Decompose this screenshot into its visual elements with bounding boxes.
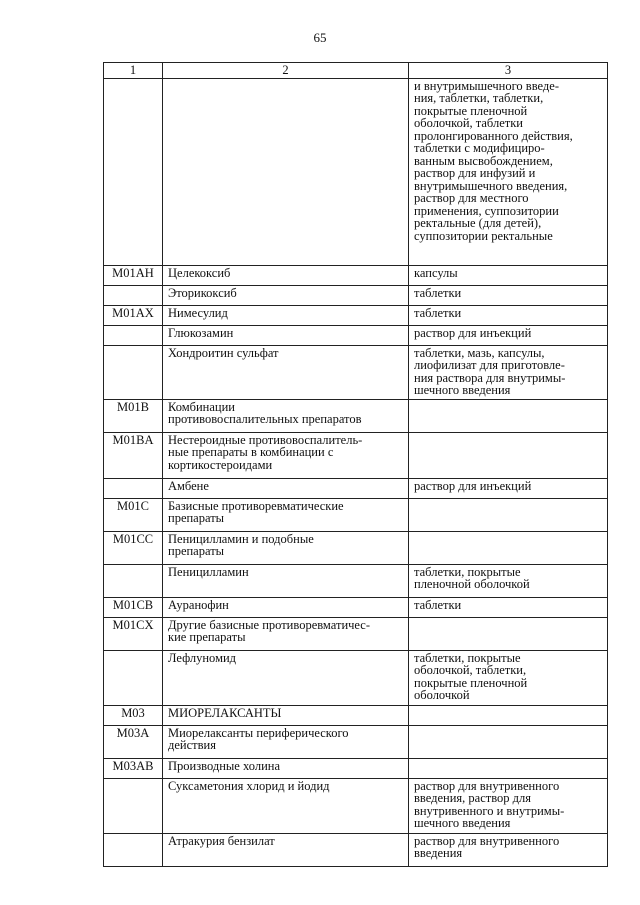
table-body xyxy=(104,78,608,866)
atc-code-cell: M03AB xyxy=(104,758,163,778)
atc-code-cell: M01B xyxy=(104,399,163,432)
dosage-form-cell: таблетки, мазь, капсулы, лиофилизат для приготовле- ния раствора для внутримы- шечного введения xyxy=(409,345,608,399)
dosage-form-cell: раствор для инъекций xyxy=(409,478,608,498)
atc-code-cell xyxy=(104,325,163,345)
atc-code-cell: M03 xyxy=(104,705,163,725)
atc-code-cell: M01C xyxy=(104,498,163,531)
atc-code-cell: M01BA xyxy=(104,432,163,478)
table-row xyxy=(104,650,608,705)
dosage-form-cell xyxy=(409,705,608,725)
column-header-1: 1 xyxy=(104,63,163,79)
drug-name-cell: Пеницилламин xyxy=(163,564,409,597)
atc-code-cell: M03A xyxy=(104,725,163,758)
atc-code-cell: M01AX xyxy=(104,305,163,325)
dosage-form-cell: таблетки xyxy=(409,305,608,325)
drug-name-cell: Базисные противоревматические препараты xyxy=(163,498,409,531)
table-row xyxy=(104,617,608,650)
dosage-form-cell xyxy=(409,617,608,650)
drug-name-cell: Нимесулид xyxy=(163,305,409,325)
atc-code-cell xyxy=(104,650,163,705)
table-row xyxy=(104,399,608,432)
drug-name-cell: Лефлуномид xyxy=(163,650,409,705)
page-number: 65 xyxy=(313,30,327,45)
table-row xyxy=(104,833,608,866)
dosage-form-cell: таблетки xyxy=(409,597,608,617)
table-row xyxy=(104,705,608,725)
table-row xyxy=(104,345,608,399)
column-header-3: 3 xyxy=(409,63,608,79)
drug-name-cell: Нестероидные противовоспалитель- ные препараты в комбинации с кортикостероидами xyxy=(163,432,409,478)
atc-code-cell: M01CB xyxy=(104,597,163,617)
dosage-form-cell: таблетки xyxy=(409,285,608,305)
atc-code-cell: M01AH xyxy=(104,265,163,285)
drug-name-cell: МИОРЕЛАКСАНТЫ xyxy=(163,705,409,725)
dosage-form-cell: раствор для внутривенного введения xyxy=(409,833,608,866)
atc-code-cell xyxy=(104,478,163,498)
table-row xyxy=(104,531,608,564)
atc-code-cell xyxy=(104,285,163,305)
drug-name-cell: Другие базисные противоревматичес- кие препараты xyxy=(163,617,409,650)
dosage-form-cell xyxy=(409,399,608,432)
drug-name-cell: Производные холина xyxy=(163,758,409,778)
table-row xyxy=(104,564,608,597)
atc-code-cell xyxy=(104,345,163,399)
table-row xyxy=(104,325,608,345)
dosage-form-cell: таблетки, покрытые пленочной оболочкой xyxy=(409,564,608,597)
drug-name-cell: Суксаметония хлорид и йодид xyxy=(163,778,409,833)
dosage-form-cell xyxy=(409,531,608,564)
dosage-form-cell: капсулы xyxy=(409,265,608,285)
table-header-row xyxy=(104,63,608,79)
table-row xyxy=(104,432,608,478)
atc-code-cell xyxy=(104,778,163,833)
table-row xyxy=(104,478,608,498)
atc-code-cell xyxy=(104,78,163,265)
drug-name-cell: Хондроитин сульфат xyxy=(163,345,409,399)
dosage-form-cell xyxy=(409,432,608,478)
drug-table xyxy=(103,62,608,867)
dosage-form-cell: таблетки, покрытые оболочкой, таблетки, покрытые пленочной оболочкой xyxy=(409,650,608,705)
dosage-form-cell: раствор для инъекций xyxy=(409,325,608,345)
drug-name-cell: Эторикоксиб xyxy=(163,285,409,305)
dosage-form-cell xyxy=(409,725,608,758)
table-row xyxy=(104,758,608,778)
drug-name-cell: Ауранофин xyxy=(163,597,409,617)
table-row xyxy=(104,78,608,265)
atc-code-cell xyxy=(104,564,163,597)
drug-name-cell xyxy=(163,78,409,265)
table-row xyxy=(104,597,608,617)
dosage-form-cell: и внутримышечного введе- ния, таблетки, таблетки, покрытые пленочной оболочкой, таблетки пролонгированного действия, таблетки с модифициро- ванным высвобождением, раствор для инфузий и внутримышечного введения, раствор для местного применения, суппозитории ректальные (для детей), суппозитории ректальные xyxy=(409,78,608,265)
dosage-form-cell: раствор для внутривенного введения, раствор для внутривенного и внутримы- шечного введения xyxy=(409,778,608,833)
drug-name-cell: Атракурия бензилат xyxy=(163,833,409,866)
drug-name-cell: Миорелаксанты периферического действия xyxy=(163,725,409,758)
table-row xyxy=(104,265,608,285)
column-header-2: 2 xyxy=(163,63,409,79)
table-row xyxy=(104,498,608,531)
drug-name-cell: Пеницилламин и подобные препараты xyxy=(163,531,409,564)
table-row xyxy=(104,285,608,305)
drug-name-cell: Амбене xyxy=(163,478,409,498)
drug-name-cell: Комбинации противовоспалительных препаратов xyxy=(163,399,409,432)
table-row xyxy=(104,778,608,833)
atc-code-cell: M01CX xyxy=(104,617,163,650)
dosage-form-cell xyxy=(409,758,608,778)
atc-code-cell: M01CC xyxy=(104,531,163,564)
drug-name-cell: Целекоксиб xyxy=(163,265,409,285)
atc-code-cell xyxy=(104,833,163,866)
drug-name-cell: Глюкозамин xyxy=(163,325,409,345)
dosage-form-cell xyxy=(409,498,608,531)
table-row xyxy=(104,305,608,325)
table-row xyxy=(104,725,608,758)
